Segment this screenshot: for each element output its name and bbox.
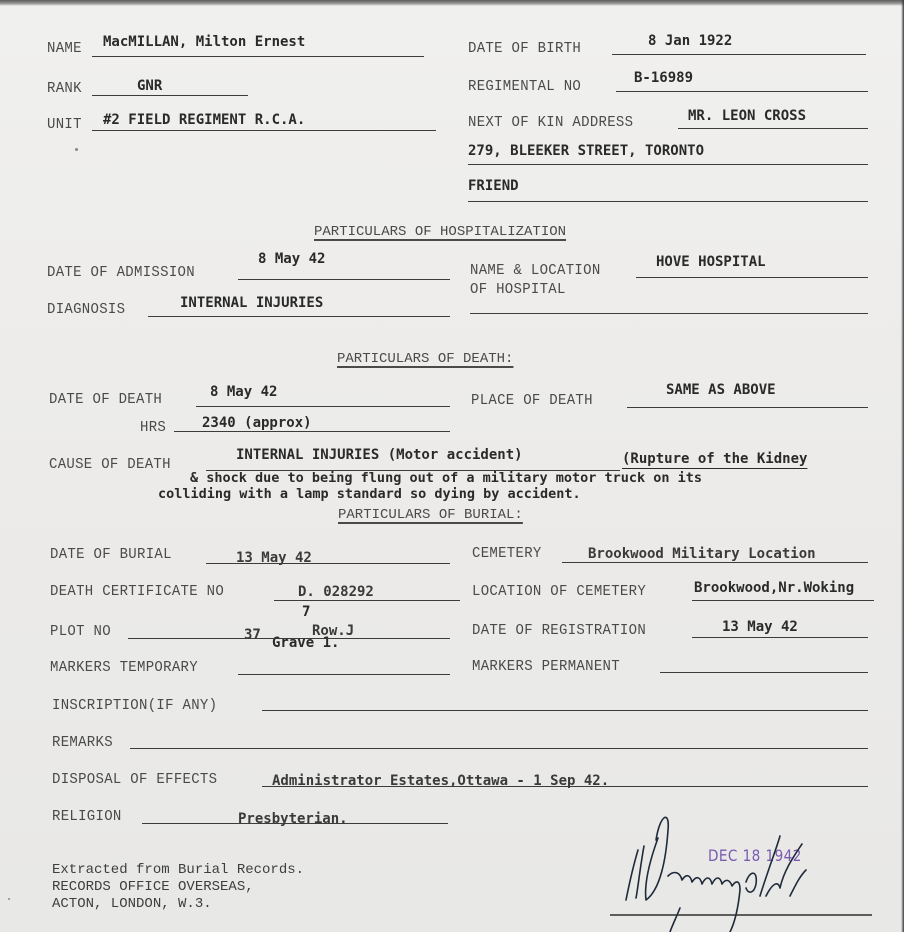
hours-label: HRS (140, 419, 167, 437)
markers-permanent-label: MARKERS PERMANENT (472, 658, 620, 676)
death-date-label: DATE OF DEATH (49, 391, 163, 409)
cause-of-death-value-3: colliding with a lamp standard so dying by accident. (158, 486, 581, 502)
religion-value: Presbyterian. (238, 811, 348, 827)
diagnosis-value: INTERNAL INJURIES (180, 295, 324, 311)
plot-grave: Grave 1. (272, 635, 340, 651)
name-underline (92, 56, 424, 57)
dob-value: 8 Jan 1922 (648, 33, 733, 49)
name-value: MacMILLAN, Milton Ernest (103, 34, 306, 50)
religion-underline (142, 823, 448, 824)
death-certificate-underline (274, 600, 460, 601)
inscription-underline (262, 710, 868, 711)
rank-value: GNR (137, 78, 163, 94)
burial-date-underline (206, 563, 450, 564)
paper-speck (75, 148, 78, 151)
footer-line-1: Extracted from Burial Records. (52, 862, 305, 878)
hospital-underline-1 (636, 277, 868, 278)
dob-label: DATE OF BIRTH (468, 40, 582, 58)
hospital-underline-2 (470, 313, 868, 314)
signature (610, 800, 890, 932)
next-of-kin-underline-2 (468, 164, 868, 165)
religion-label: RELIGION (52, 808, 122, 826)
hospital-label-line-1: NAME & LOCATION (470, 262, 601, 280)
cemetery-underline (562, 562, 868, 563)
plot-no-value: 37 (244, 627, 261, 643)
death-heading: PARTICULARS OF DEATH: (337, 351, 514, 367)
scan-top-edge (0, 0, 904, 6)
dob-underline (612, 54, 866, 55)
cause-of-death-value-1a: INTERNAL INJURIES (Motor accident) (236, 447, 523, 463)
registration-date-value: 13 May 42 (722, 619, 798, 635)
paper-speck (8, 898, 10, 900)
name-label: NAME (47, 40, 82, 58)
next-of-kin-line-2: 279, BLEEKER STREET, TORONTO (468, 143, 705, 159)
cemetery-location-underline (692, 600, 874, 601)
next-of-kin-line-3: FRIEND (468, 178, 519, 194)
cemetery-label: CEMETERY (472, 545, 542, 563)
cause-of-death-value-2: & shock due to being flung out of a military motor truck on its (190, 470, 703, 486)
hours-underline (174, 431, 450, 432)
remarks-underline (130, 748, 868, 749)
plot-no-underline (128, 638, 450, 639)
death-certificate-label: DEATH CERTIFICATE NO (50, 583, 225, 601)
hospital-label-line-2: OF HOSPITAL (470, 281, 566, 299)
plot-no-label: PLOT NO (50, 623, 111, 641)
regimental-no-value: B-16989 (634, 70, 694, 86)
next-of-kin-line-1: MR. LEON CROSS (688, 108, 807, 124)
effects-value: Administrator Estates,Ottawa - 1 Sep 42. (272, 773, 610, 789)
inscription-label: INSCRIPTION(IF ANY) (52, 697, 218, 715)
registration-date-label: DATE OF REGISTRATION (472, 622, 647, 640)
admission-date-label: DATE OF ADMISSION (47, 264, 195, 282)
footer-line-2: RECORDS OFFICE OVERSEAS, (52, 879, 254, 895)
unit-label: UNIT (47, 116, 82, 134)
plot-row: Row.J (312, 623, 355, 639)
rank-label: RANK (47, 80, 82, 98)
registration-date-underline (692, 637, 868, 638)
burial-heading: PARTICULARS OF BURIAL: (338, 507, 523, 523)
hospitalization-heading: PARTICULARS OF HOSPITALIZATION (314, 224, 567, 240)
diagnosis-label: DIAGNOSIS (47, 301, 126, 319)
death-certificate-sub: 7 (302, 604, 311, 620)
admission-date-underline (238, 279, 450, 280)
burial-date-label: DATE OF BURIAL (50, 546, 172, 564)
unit-value: #2 FIELD REGIMENT R.C.A. (103, 112, 306, 128)
place-of-death-value: SAME AS ABOVE (666, 382, 776, 398)
markers-temporary-label: MARKERS TEMPORARY (50, 659, 198, 677)
date-stamp: DEC 18 1942 (708, 846, 802, 865)
diagnosis-underline (148, 316, 450, 317)
cemetery-location-label: LOCATION OF CEMETERY (472, 583, 647, 601)
remarks-label: REMARKS (52, 734, 113, 752)
place-of-death-underline (627, 407, 868, 408)
place-of-death-label: PLACE OF DEATH (471, 392, 593, 410)
regimental-no-label: REGIMENTAL NO (468, 78, 582, 96)
markers-temporary-underline (238, 674, 450, 675)
next-of-kin-underline-3 (468, 201, 868, 202)
regimental-no-underline (616, 91, 868, 92)
markers-permanent-underline (660, 672, 868, 673)
admission-date-value: 8 May 42 (258, 251, 326, 267)
effects-label: DISPOSAL OF EFFECTS (52, 771, 218, 789)
death-date-value: 8 May 42 (210, 384, 278, 400)
death-date-underline (196, 406, 450, 407)
rank-underline (92, 95, 248, 96)
death-certificate-value: D. 028292 (298, 584, 374, 600)
cemetery-value: Brookwood Military Location (588, 546, 816, 562)
cemetery-location-value: Brookwood,Nr.Woking (694, 580, 855, 596)
burial-date-value: 13 May 42 (236, 550, 312, 566)
hospital-value: HOVE HOSPITAL (656, 254, 766, 270)
hours-value: 2340 (approx) (202, 415, 312, 431)
cause-of-death-value-1b: (Rupture of the Kidney (622, 451, 808, 467)
footer-line-3: ACTON, LONDON, W.3. (52, 896, 212, 912)
effects-underline (262, 786, 868, 787)
next-of-kin-label: NEXT OF KIN ADDRESS (468, 114, 634, 132)
next-of-kin-underline-1 (678, 128, 868, 129)
cause-of-death-label: CAUSE OF DEATH (49, 456, 171, 474)
unit-underline (92, 130, 436, 131)
